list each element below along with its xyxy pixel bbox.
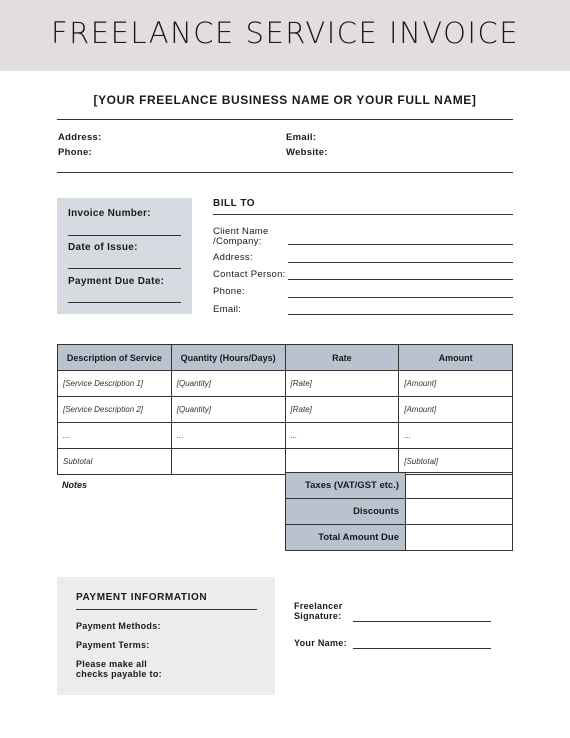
total-row bbox=[286, 525, 513, 551]
divider bbox=[57, 119, 513, 120]
column-header: Rate bbox=[285, 345, 399, 371]
total-amount-value[interactable] bbox=[406, 525, 513, 551]
services-table bbox=[57, 344, 513, 475]
client-name-field[interactable] bbox=[288, 244, 513, 245]
table-cell[interactable]: [Quantity] bbox=[171, 397, 285, 423]
your-name-field[interactable] bbox=[353, 648, 491, 649]
payment-due-date-field[interactable] bbox=[68, 302, 181, 303]
business-name: [YOUR FREELANCE BUSINESS NAME OR YOUR FULL NAME] bbox=[93, 93, 477, 107]
invoice-number-label: Invoice Number: bbox=[68, 208, 151, 219]
divider bbox=[213, 214, 513, 215]
contact-person-label: Contact Person: bbox=[213, 269, 286, 280]
subtotal-value[interactable]: [Subtotal] bbox=[399, 449, 513, 475]
bill-address-field[interactable] bbox=[288, 262, 513, 263]
bill-phone-field[interactable] bbox=[288, 297, 513, 298]
column-header: Amount bbox=[399, 345, 513, 371]
invoice-title: FREELANCE SERVICE INVOICE bbox=[50, 16, 520, 50]
phone-label: Phone: bbox=[58, 147, 92, 158]
table-cell[interactable]: [Service Description 1] bbox=[58, 371, 172, 397]
table-cell[interactable]: [Amount] bbox=[399, 371, 513, 397]
payment-info-heading: PAYMENT INFORMATION bbox=[76, 592, 208, 603]
divider bbox=[76, 609, 257, 610]
bill-email-field[interactable] bbox=[288, 314, 513, 315]
table-cell[interactable]: [Rate] bbox=[285, 371, 399, 397]
table-cell bbox=[285, 449, 399, 475]
signature-field[interactable] bbox=[353, 621, 491, 622]
table-cell[interactable]: ... bbox=[285, 423, 399, 449]
date-of-issue-label: Date of Issue: bbox=[68, 242, 138, 253]
table-cell[interactable]: [Service Description 2] bbox=[58, 397, 172, 423]
table-cell[interactable]: [Rate] bbox=[285, 397, 399, 423]
checks-payable-label: Please make all checks payable to: bbox=[76, 659, 162, 679]
taxes-row bbox=[286, 473, 513, 499]
bill-phone-label: Phone: bbox=[213, 286, 245, 297]
taxes-label: Taxes (VAT/GST etc.) bbox=[286, 473, 406, 499]
subtotal-row bbox=[58, 449, 513, 475]
divider bbox=[57, 172, 513, 173]
column-header: Description of Service bbox=[58, 345, 172, 371]
notes-label: Notes bbox=[62, 480, 88, 490]
discounts-value[interactable] bbox=[406, 499, 513, 525]
totals-table bbox=[285, 472, 513, 551]
table-header-row bbox=[58, 345, 513, 371]
table-cell[interactable]: [Amount] bbox=[399, 397, 513, 423]
table-row bbox=[58, 423, 513, 449]
signature-label: Freelancer Signature: bbox=[294, 601, 343, 621]
address-label: Address: bbox=[58, 132, 102, 143]
payment-due-date-label: Payment Due Date: bbox=[68, 276, 165, 287]
invoice-number-field[interactable] bbox=[68, 235, 181, 236]
total-amount-label: Total Amount Due bbox=[286, 525, 406, 551]
subtotal-label: Subtotal bbox=[58, 449, 172, 475]
email-label: Email: bbox=[286, 132, 317, 143]
date-of-issue-field[interactable] bbox=[68, 268, 181, 269]
discounts-label: Discounts bbox=[286, 499, 406, 525]
column-header: Quantity (Hours/Days) bbox=[171, 345, 285, 371]
table-row bbox=[58, 371, 513, 397]
taxes-value[interactable] bbox=[406, 473, 513, 499]
discounts-row bbox=[286, 499, 513, 525]
table-cell[interactable]: [Quantity] bbox=[171, 371, 285, 397]
payment-terms-label: Payment Terms: bbox=[76, 640, 150, 650]
website-label: Website: bbox=[286, 147, 328, 158]
table-row bbox=[58, 397, 513, 423]
table-cell bbox=[171, 449, 285, 475]
your-name-label: Your Name: bbox=[294, 638, 347, 648]
bill-address-label: Address: bbox=[213, 252, 253, 263]
client-name-label: Client Name /Company: bbox=[213, 226, 269, 247]
payment-methods-label: Payment Methods: bbox=[76, 621, 161, 631]
table-cell[interactable]: ... bbox=[171, 423, 285, 449]
bill-to-heading: BILL TO bbox=[213, 198, 256, 209]
contact-person-field[interactable] bbox=[288, 279, 513, 280]
table-cell[interactable]: ... bbox=[58, 423, 172, 449]
bill-email-label: Email: bbox=[213, 304, 242, 315]
table-cell[interactable]: ... bbox=[399, 423, 513, 449]
